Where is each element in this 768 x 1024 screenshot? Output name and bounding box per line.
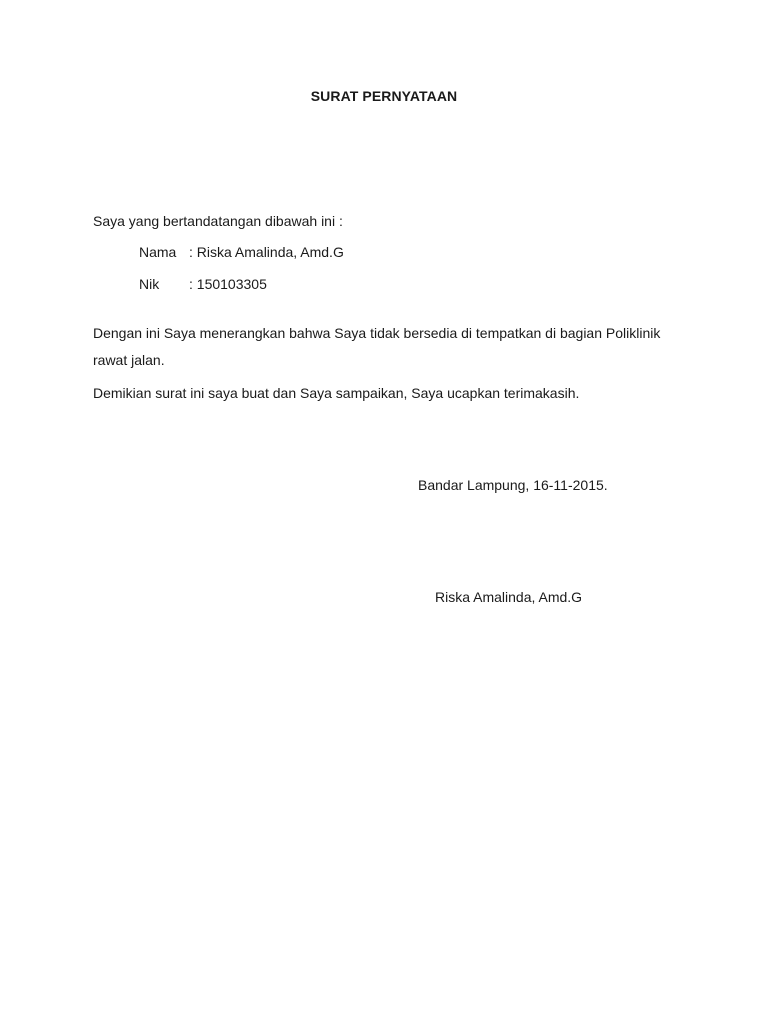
statement-paragraph: Dengan ini Saya menerangkan bahwa Saya tidak bersedia di tempatkan di bagian Poliklinik rawat jalan. (93, 325, 661, 368)
place-and-date: Bandar Lampung, 16-11-2015. (418, 477, 608, 493)
closing-paragraph: Demikian surat ini saya buat dan Saya sampaikan, Saya ucapkan terimakasih. (93, 385, 580, 401)
field-value-nik: : 150103305 (189, 276, 267, 292)
signer-name: Riska Amalinda, Amd.G (435, 589, 583, 605)
field-value-nama: : Riska Amalinda, Amd.G (189, 244, 344, 260)
intro-text: Saya yang bertandatangan dibawah ini : (93, 213, 343, 229)
field-row-nama (139, 244, 539, 262)
document-title: SURAT PERNYATAAN (310, 88, 458, 104)
field-label-nik: Nik (139, 276, 160, 292)
field-label-nama: Nama (139, 244, 177, 260)
field-row-nik (139, 276, 539, 294)
